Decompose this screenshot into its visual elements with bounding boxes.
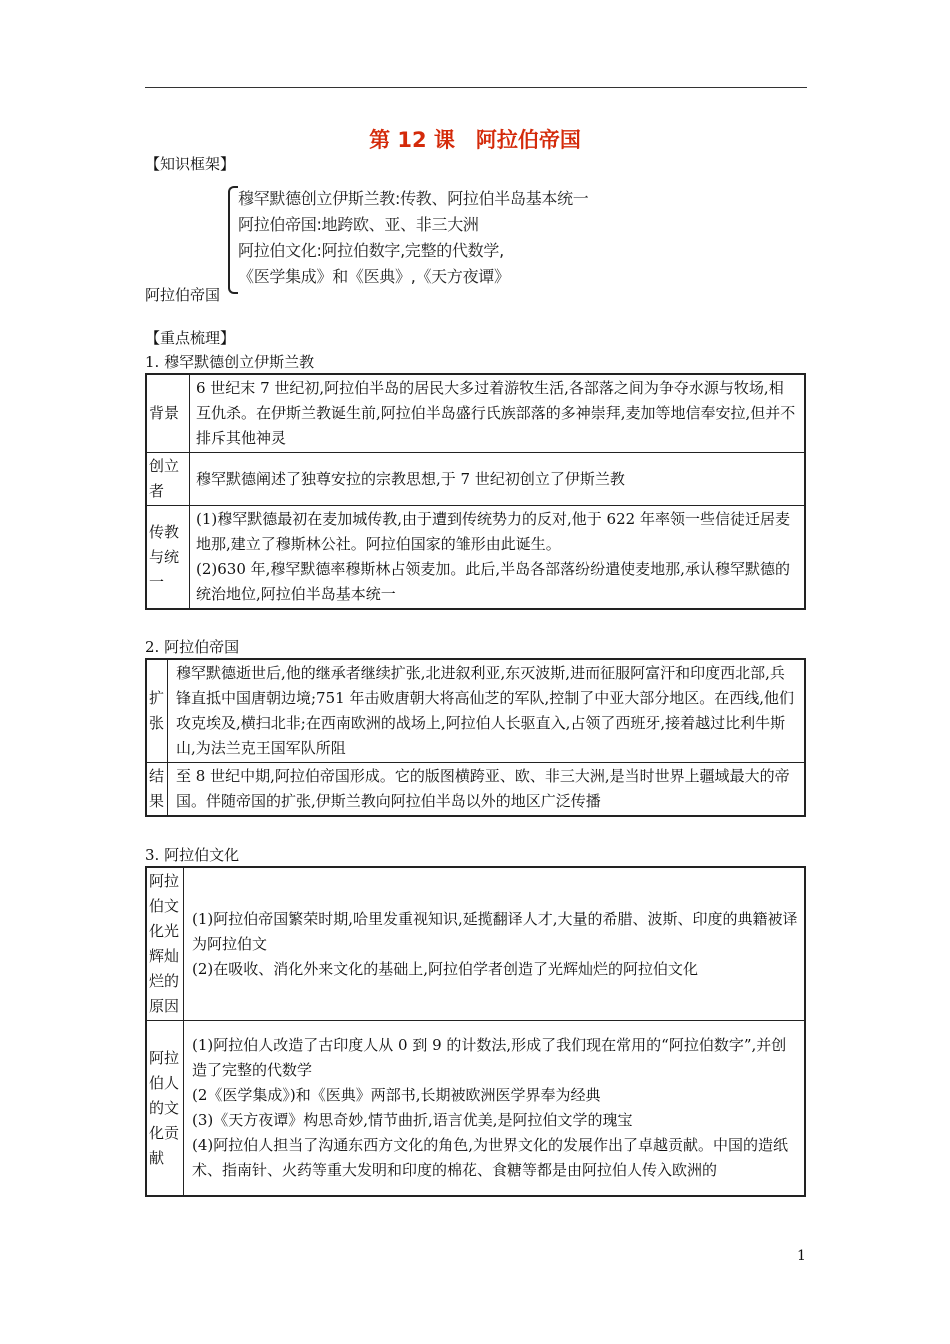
row-paragraph: (2《医学集成》)和《医典》两部书,长期被欧洲医学界奉为经典 [192,1086,601,1104]
row-label: 阿拉伯人的文化贡献 [146,1021,184,1197]
section-heading: 3. 阿拉伯文化 [145,846,240,864]
framework-label: 【知识框架】 [145,155,236,173]
table-row [146,867,805,1021]
framework-brace [228,186,238,294]
row-paragraph: (1)阿拉伯人改造了古印度人从 0 到 9 的计数法,形成了我们现在常用的“阿拉伯数字”,并创造了完整的代数学 [192,1036,787,1079]
framework-line: 阿拉伯帝国:地跨欧、亚、非三大洲 [238,215,479,234]
table-section2 [145,658,806,817]
framework-root: 阿拉伯帝国 [145,286,221,304]
page-title: 第 12 课 阿拉伯帝国 [369,128,581,152]
table-row [146,763,805,817]
row-label: 背景 [146,374,190,453]
row-text: 穆罕默德逝世后,他的继承者继续扩张,北进叙利亚,东灭波斯,进而征服阿富汗和印度西北部,兵锋直抵中国唐朝边境;751 年击败唐朝大将高仙芝的军队,控制了中亚大部分地区。在西线,他们攻克埃及,横扫北非;在西南欧洲的战场上,阿拉伯人长驱直入,占领了西班牙,接着越过比利牛斯山,为法兰克王国军队所阻 [168,659,806,763]
row-label: 传教与统一 [146,506,190,610]
row-text: 穆罕默德阐述了独尊安拉的宗教思想,于 7 世纪初创立了伊斯兰教 [190,453,806,506]
row-label: 创立者 [146,453,190,506]
row-label: 阿拉伯文化光辉灿烂的原因 [146,867,184,1021]
table-row [146,1021,805,1197]
page-number: 1 [797,1248,806,1264]
header-rule [145,87,807,88]
row-paragraph: (2)630 年,穆罕默德率穆斯林占领麦加。此后,半岛各部落纷纷遣使麦地那,承认穆罕默德的统治地位,阿拉伯半岛基本统一 [196,560,790,603]
table-row [146,374,805,453]
row-text: 至 8 世纪中期,阿拉伯帝国形成。它的版图横跨亚、欧、非三大洲,是当时世界上疆域最大的帝国。伴随帝国的扩张,伊斯兰教向阿拉伯半岛以外的地区广泛传播 [168,763,806,817]
table-row [146,506,805,610]
row-label: 结果 [146,763,168,817]
table-section1 [145,373,806,610]
table-section3 [145,866,806,1197]
row-paragraph: (1)阿拉伯帝国繁荣时期,哈里发重视知识,延揽翻译人才,大量的希腊、波斯、印度的典籍被译为阿拉伯文 [192,909,798,953]
row-text: 6 世纪末 7 世纪初,阿拉伯半岛的居民大多过着游牧生活,各部落之间为争夺水源与牧场,相互仇杀。在伊斯兰教诞生前,阿拉伯半岛盛行氏族部落的多神崇拜,麦加等地信奉安拉,但并不排斥其他神灵 [190,374,806,453]
section-heading: 1. 穆罕默德创立伊斯兰教 [145,353,315,371]
table-row [146,453,805,506]
row-paragraph: (3)《天方夜谭》构思奇妙,情节曲折,语言优美,是阿拉伯文学的瑰宝 [192,1111,633,1129]
framework-line: 《医学集成》和《医典》,《天方夜谭》 [238,267,510,286]
row-text [184,867,806,1021]
table-row [146,659,805,763]
framework-line: 阿拉伯文化:阿拉伯数字,完整的代数学, [238,241,504,260]
row-paragraph: (1)穆罕默德最初在麦加城传教,由于遭到传统势力的反对,他于 622 年率领一些信徒迁居麦地那,建立了穆斯林公社。阿拉伯国家的雏形由此诞生。 [196,510,790,553]
framework-line: 穆罕默德创立伊斯兰教:传教、阿拉伯半岛基本统一 [238,189,589,208]
key-points-label: 【重点梳理】 [145,329,236,347]
row-paragraph: (4)阿拉伯人担当了沟通东西方文化的角色,为世界文化的发展作出了卓越贡献。中国的造纸术、指南针、火药等重大发明和印度的棉花、食糖等都是由阿拉伯人传入欧洲的 [192,1136,789,1179]
row-text [190,506,806,610]
row-paragraph: (2)在吸收、消化外来文化的基础上,阿拉伯学者创造了光辉灿烂的阿拉伯文化 [192,959,699,978]
section-heading: 2. 阿拉伯帝国 [145,638,240,656]
row-text [184,1021,806,1197]
row-label: 扩张 [146,659,168,763]
